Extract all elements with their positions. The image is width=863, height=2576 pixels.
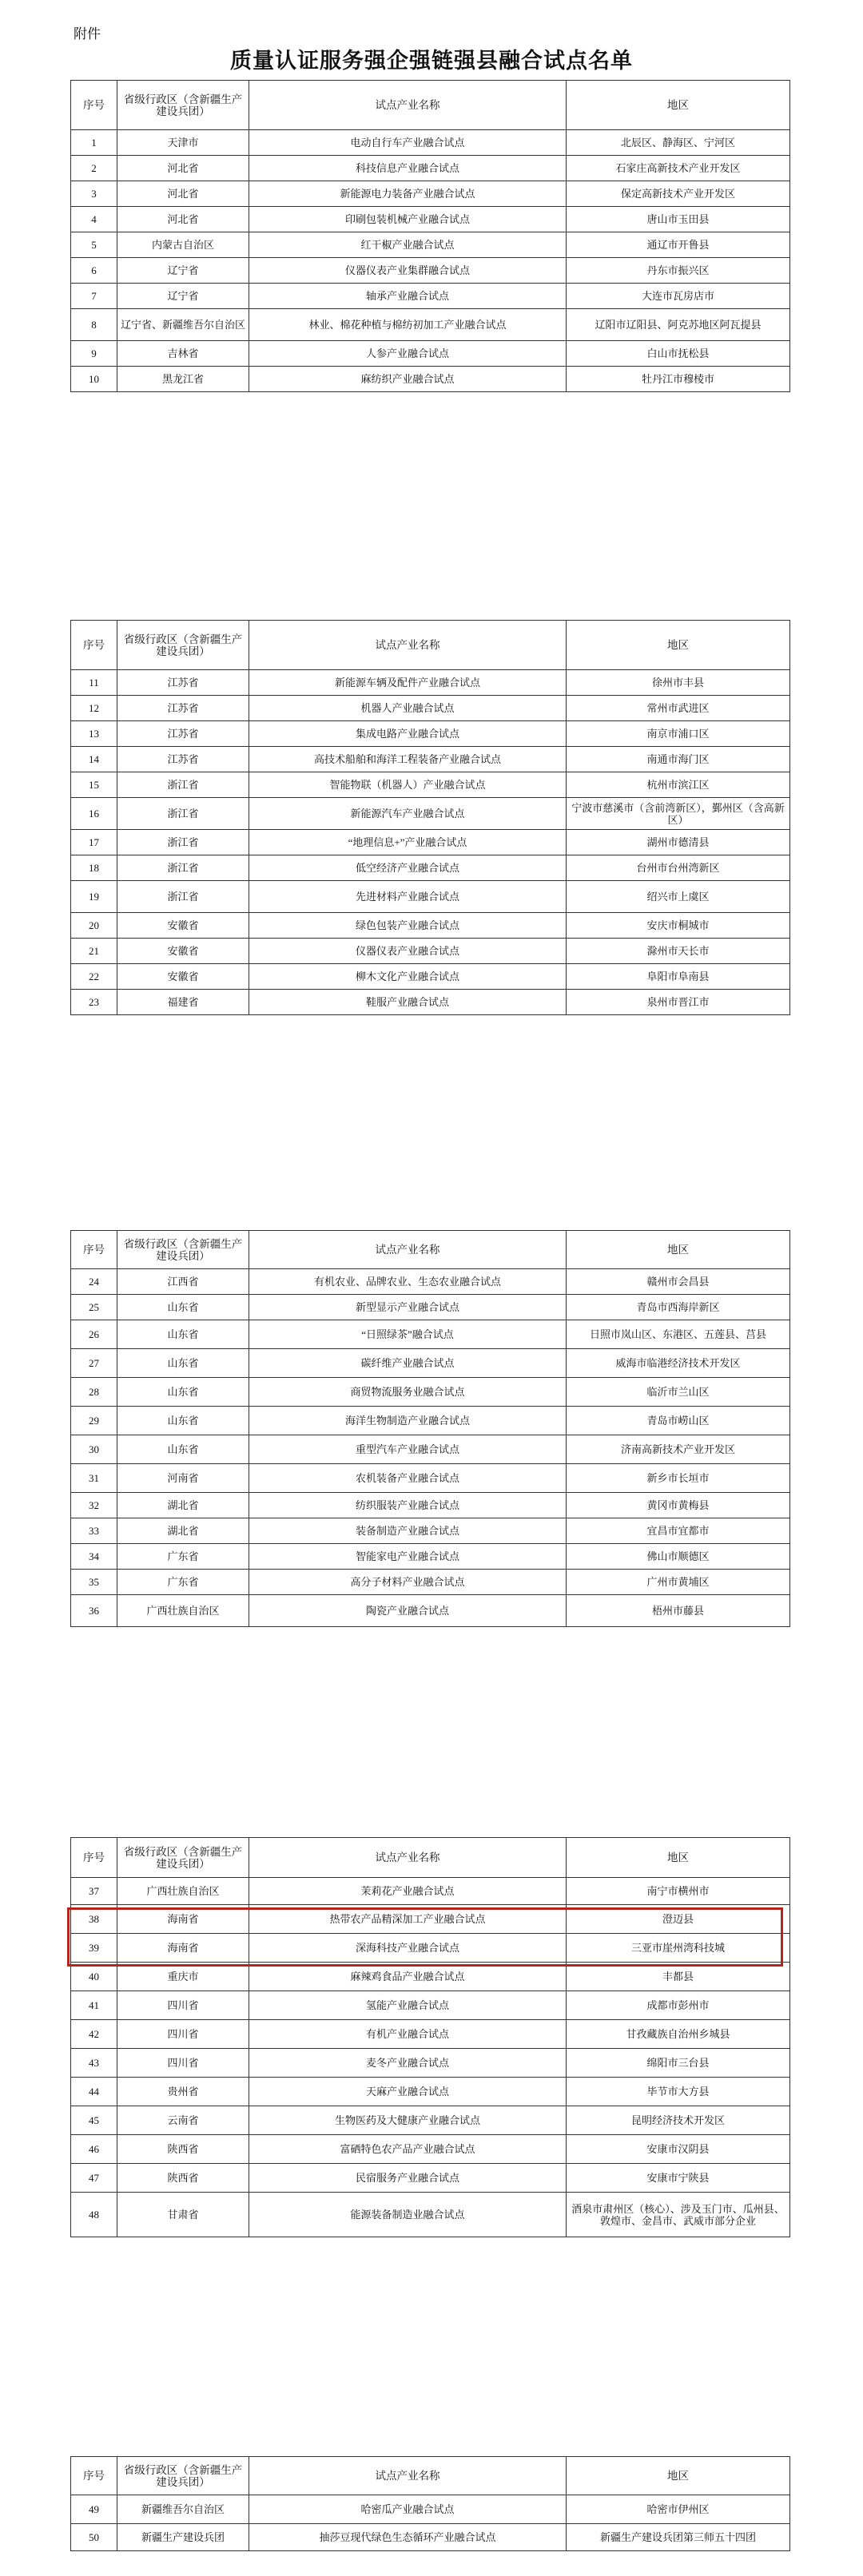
row-index: 9 xyxy=(71,341,117,367)
row-index: 2 xyxy=(71,156,117,181)
row-index: 5 xyxy=(71,232,117,258)
pilot-table-4 xyxy=(70,1837,790,2237)
row-region: 南通市海门区 xyxy=(567,747,790,772)
row-province: 浙江省 xyxy=(117,798,249,830)
row-industry: 智能物联（机器人）产业融合试点 xyxy=(249,772,567,798)
row-industry: 麻辣鸡食品产业融合试点 xyxy=(249,1963,567,1991)
table-row xyxy=(71,964,790,990)
row-index: 27 xyxy=(71,1349,117,1378)
row-region: 台州市台州湾新区 xyxy=(567,855,790,881)
header-region: 地区 xyxy=(567,1838,790,1878)
row-province: 江苏省 xyxy=(117,670,249,696)
table-row xyxy=(71,696,790,721)
table-row xyxy=(71,1544,790,1570)
row-region: 青岛市崂山区 xyxy=(567,1407,790,1435)
row-region: 昆明经济技术开发区 xyxy=(567,2106,790,2135)
row-province: 河北省 xyxy=(117,207,249,232)
row-industry: “地理信息+”产业融合试点 xyxy=(249,830,567,855)
table-header-row xyxy=(71,81,790,130)
row-industry: 麻纺织产业融合试点 xyxy=(249,367,567,392)
row-province: 广西壮族自治区 xyxy=(117,1878,249,1905)
table-row xyxy=(71,1595,790,1627)
row-region: 辽阳市辽阳县、阿克苏地区阿瓦提县 xyxy=(567,309,790,341)
row-region: 梧州市藤县 xyxy=(567,1595,790,1627)
row-industry: 智能家电产业融合试点 xyxy=(249,1544,567,1570)
table-row xyxy=(71,939,790,964)
row-province: 贵州省 xyxy=(117,2078,249,2106)
row-index: 14 xyxy=(71,747,117,772)
table-row xyxy=(71,772,790,798)
row-province: 天津市 xyxy=(117,130,249,156)
table-row xyxy=(71,881,790,913)
attachment-label: 附件 xyxy=(74,26,101,42)
row-region: 通辽市开鲁县 xyxy=(567,232,790,258)
row-industry: 新能源汽车产业融合试点 xyxy=(249,798,567,830)
row-province: 辽宁省 xyxy=(117,284,249,309)
header-province: 省级行政区（含新疆生产建设兵团） xyxy=(117,81,249,130)
row-index: 6 xyxy=(71,258,117,284)
table-row xyxy=(71,232,790,258)
row-industry: 哈密瓜产业融合试点 xyxy=(249,2495,567,2524)
row-region: 保定高新技术产业开发区 xyxy=(567,181,790,207)
row-index: 18 xyxy=(71,855,117,881)
row-industry: 富硒特色农产品产业融合试点 xyxy=(249,2135,567,2164)
row-index: 11 xyxy=(71,670,117,696)
table-row xyxy=(71,1349,790,1378)
row-region: 滁州市天长市 xyxy=(567,939,790,964)
row-industry: 绿色包装产业融合试点 xyxy=(249,913,567,939)
header-industry: 试点产业名称 xyxy=(249,1231,567,1269)
row-industry: 生物医药及大健康产业融合试点 xyxy=(249,2106,567,2135)
row-index: 42 xyxy=(71,2020,117,2049)
row-region: 泉州市晋江市 xyxy=(567,990,790,1015)
row-province: 四川省 xyxy=(117,2020,249,2049)
table-row xyxy=(71,130,790,156)
row-industry: 陶瓷产业融合试点 xyxy=(249,1595,567,1627)
row-industry: 氢能产业融合试点 xyxy=(249,1991,567,2020)
row-index: 22 xyxy=(71,964,117,990)
row-index: 3 xyxy=(71,181,117,207)
row-industry: 天麻产业融合试点 xyxy=(249,2078,567,2106)
row-region: 安庆市桐城市 xyxy=(567,913,790,939)
header-index: 序号 xyxy=(71,2457,117,2495)
row-province: 安徽省 xyxy=(117,913,249,939)
row-index: 31 xyxy=(71,1464,117,1493)
table-row xyxy=(71,721,790,747)
table-row xyxy=(71,1407,790,1435)
table-row xyxy=(71,670,790,696)
header-region: 地区 xyxy=(567,2457,790,2495)
row-province: 广东省 xyxy=(117,1570,249,1595)
row-province: 河南省 xyxy=(117,1464,249,1493)
row-province: 广西壮族自治区 xyxy=(117,1595,249,1627)
table-row xyxy=(71,2049,790,2078)
row-province: 江苏省 xyxy=(117,721,249,747)
row-region: 佛山市顺德区 xyxy=(567,1544,790,1570)
row-region: 酒泉市肃州区（核心）、涉及玉门市、瓜州县、敦煌市、金昌市、武威市部分企业 xyxy=(567,2193,790,2237)
row-industry: 高技术船舶和海洋工程装备产业融合试点 xyxy=(249,747,567,772)
row-region: 丰都县 xyxy=(567,1963,790,1991)
row-index: 1 xyxy=(71,130,117,156)
row-index: 47 xyxy=(71,2164,117,2193)
table-row xyxy=(71,309,790,341)
row-industry: 集成电路产业融合试点 xyxy=(249,721,567,747)
table-row xyxy=(71,1269,790,1295)
table-row xyxy=(71,207,790,232)
row-region: 黄冈市黄梅县 xyxy=(567,1493,790,1518)
table-row xyxy=(71,156,790,181)
table-row xyxy=(71,1493,790,1518)
row-region: 威海市临港经济技术开发区 xyxy=(567,1349,790,1378)
row-province: 陕西省 xyxy=(117,2135,249,2164)
table-row xyxy=(71,1991,790,2020)
table-row xyxy=(71,1378,790,1407)
row-index: 10 xyxy=(71,367,117,392)
table-row xyxy=(71,1320,790,1349)
row-industry: 红干椒产业融合试点 xyxy=(249,232,567,258)
row-region: 成都市彭州市 xyxy=(567,1991,790,2020)
row-region: 唐山市玉田县 xyxy=(567,207,790,232)
table-row xyxy=(71,855,790,881)
row-region: 北辰区、静海区、宁河区 xyxy=(567,130,790,156)
row-industry: 抽莎豆现代绿色生态循环产业融合试点 xyxy=(249,2524,567,2551)
row-industry: 装备制造产业融合试点 xyxy=(249,1518,567,1544)
row-industry: 人参产业融合试点 xyxy=(249,341,567,367)
header-industry: 试点产业名称 xyxy=(249,1838,567,1878)
row-province: 黑龙江省 xyxy=(117,367,249,392)
header-index: 序号 xyxy=(71,1838,117,1878)
row-region: 石家庄高新技术产业开发区 xyxy=(567,156,790,181)
row-industry: 新能源车辆及配件产业融合试点 xyxy=(249,670,567,696)
row-index: 34 xyxy=(71,1544,117,1570)
row-province: 海南省 xyxy=(117,1934,249,1963)
row-region: 哈密市伊州区 xyxy=(567,2495,790,2524)
header-industry: 试点产业名称 xyxy=(249,2457,567,2495)
table-row xyxy=(71,913,790,939)
row-index: 45 xyxy=(71,2106,117,2135)
row-industry: “日照绿茶”融合试点 xyxy=(249,1320,567,1349)
row-province: 陕西省 xyxy=(117,2164,249,2193)
row-region: 新疆生产建设兵团第三师五十四团 xyxy=(567,2524,790,2551)
row-province: 广东省 xyxy=(117,1544,249,1570)
table-row xyxy=(71,990,790,1015)
table-row xyxy=(71,367,790,392)
row-region: 济南高新技术产业开发区 xyxy=(567,1435,790,1464)
row-province: 甘肃省 xyxy=(117,2193,249,2237)
header-province: 省级行政区（含新疆生产建设兵团） xyxy=(117,621,249,670)
row-index: 15 xyxy=(71,772,117,798)
row-industry: 印刷包装机械产业融合试点 xyxy=(249,207,567,232)
row-index: 13 xyxy=(71,721,117,747)
row-province: 河北省 xyxy=(117,156,249,181)
row-industry: 科技信息产业融合试点 xyxy=(249,156,567,181)
row-region: 南京市浦口区 xyxy=(567,721,790,747)
row-province: 山东省 xyxy=(117,1435,249,1464)
row-index: 26 xyxy=(71,1320,117,1349)
row-index: 30 xyxy=(71,1435,117,1464)
row-index: 43 xyxy=(71,2049,117,2078)
row-index: 46 xyxy=(71,2135,117,2164)
row-index: 44 xyxy=(71,2078,117,2106)
row-industry: 纺织服装产业融合试点 xyxy=(249,1493,567,1518)
row-industry: 仪器仪表产业集群融合试点 xyxy=(249,258,567,284)
row-region: 甘孜藏族自治州乡城县 xyxy=(567,2020,790,2049)
table-row xyxy=(71,341,790,367)
row-region: 广州市黄埔区 xyxy=(567,1570,790,1595)
row-region: 大连市瓦房店市 xyxy=(567,284,790,309)
row-province: 山东省 xyxy=(117,1320,249,1349)
row-index: 25 xyxy=(71,1295,117,1320)
row-index: 41 xyxy=(71,1991,117,2020)
row-region: 阜阳市阜南县 xyxy=(567,964,790,990)
row-industry: 有机农业、品牌农业、生态农业融合试点 xyxy=(249,1269,567,1295)
row-province: 浙江省 xyxy=(117,772,249,798)
row-industry: 商贸物流服务业融合试点 xyxy=(249,1378,567,1407)
row-index: 28 xyxy=(71,1378,117,1407)
table-row xyxy=(71,258,790,284)
row-index: 29 xyxy=(71,1407,117,1435)
header-region: 地区 xyxy=(567,1231,790,1269)
row-province: 河北省 xyxy=(117,181,249,207)
row-industry: 海洋生物制造产业融合试点 xyxy=(249,1407,567,1435)
row-industry: 新型显示产业融合试点 xyxy=(249,1295,567,1320)
row-province: 云南省 xyxy=(117,2106,249,2135)
row-region: 日照市岚山区、东港区、五莲县、莒县 xyxy=(567,1320,790,1349)
row-region: 丹东市振兴区 xyxy=(567,258,790,284)
row-region: 临沂市兰山区 xyxy=(567,1378,790,1407)
row-index: 17 xyxy=(71,830,117,855)
row-industry: 轴承产业融合试点 xyxy=(249,284,567,309)
row-industry: 机器人产业融合试点 xyxy=(249,696,567,721)
row-province: 福建省 xyxy=(117,990,249,1015)
table-row xyxy=(71,1435,790,1464)
row-province: 山东省 xyxy=(117,1295,249,1320)
row-province: 山东省 xyxy=(117,1407,249,1435)
row-industry: 热带农产品精深加工产业融合试点 xyxy=(249,1905,567,1934)
row-region: 绍兴市上虞区 xyxy=(567,881,790,913)
row-province: 浙江省 xyxy=(117,855,249,881)
row-province: 湖北省 xyxy=(117,1493,249,1518)
row-region: 徐州市丰县 xyxy=(567,670,790,696)
header-region: 地区 xyxy=(567,621,790,670)
row-index: 50 xyxy=(71,2524,117,2551)
row-region: 宁波市慈溪市（含前湾新区），鄞州区（含高新区） xyxy=(567,798,790,830)
row-region: 青岛市西海岸新区 xyxy=(567,1295,790,1320)
row-industry: 重型汽车产业融合试点 xyxy=(249,1435,567,1464)
row-province: 新疆生产建设兵团 xyxy=(117,2524,249,2551)
row-region: 常州市武进区 xyxy=(567,696,790,721)
row-region: 安康市汉阴县 xyxy=(567,2135,790,2164)
header-index: 序号 xyxy=(71,1231,117,1269)
row-index: 37 xyxy=(71,1878,117,1905)
row-index: 49 xyxy=(71,2495,117,2524)
row-index: 40 xyxy=(71,1963,117,1991)
row-index: 24 xyxy=(71,1269,117,1295)
row-industry: 有机产业融合试点 xyxy=(249,2020,567,2049)
row-province: 浙江省 xyxy=(117,881,249,913)
row-province: 安徽省 xyxy=(117,964,249,990)
row-index: 21 xyxy=(71,939,117,964)
row-region: 毕节市大方县 xyxy=(567,2078,790,2106)
table-header-row xyxy=(71,621,790,670)
row-province: 浙江省 xyxy=(117,830,249,855)
row-index: 7 xyxy=(71,284,117,309)
row-industry: 民宿服务产业融合试点 xyxy=(249,2164,567,2193)
table-row xyxy=(71,1878,790,1905)
row-industry: 新能源电力装备产业融合试点 xyxy=(249,181,567,207)
row-industry: 林业、棉花种植与棉纺初加工产业融合试点 xyxy=(249,309,567,341)
row-industry: 碳纤维产业融合试点 xyxy=(249,1349,567,1378)
row-region: 湖州市德清县 xyxy=(567,830,790,855)
row-region: 赣州市会昌县 xyxy=(567,1269,790,1295)
row-industry: 能源装备制造业融合试点 xyxy=(249,2193,567,2237)
row-province: 辽宁省、新疆维吾尔自治区 xyxy=(117,309,249,341)
row-region: 南宁市横州市 xyxy=(567,1878,790,1905)
pilot-table-3 xyxy=(70,1230,790,1627)
row-index: 39 xyxy=(71,1934,117,1963)
table-header-row xyxy=(71,2457,790,2495)
row-industry: 仪器仪表产业融合试点 xyxy=(249,939,567,964)
row-province: 四川省 xyxy=(117,1991,249,2020)
table-row xyxy=(71,2135,790,2164)
row-province: 江西省 xyxy=(117,1269,249,1295)
table-row xyxy=(71,2078,790,2106)
row-province: 重庆市 xyxy=(117,1963,249,1991)
pilot-table-1 xyxy=(70,80,790,392)
row-index: 36 xyxy=(71,1595,117,1627)
row-industry: 农机装备产业融合试点 xyxy=(249,1464,567,1493)
table-row xyxy=(71,2193,790,2237)
row-region: 三亚市崖州湾科技城 xyxy=(567,1934,790,1963)
header-index: 序号 xyxy=(71,621,117,670)
row-industry: 深海科技产业融合试点 xyxy=(249,1934,567,1963)
row-index: 38 xyxy=(71,1905,117,1934)
pilot-table-2 xyxy=(70,620,790,1015)
table-row xyxy=(71,747,790,772)
row-index: 4 xyxy=(71,207,117,232)
header-region: 地区 xyxy=(567,81,790,130)
header-industry: 试点产业名称 xyxy=(249,621,567,670)
row-index: 20 xyxy=(71,913,117,939)
table-header-row xyxy=(71,1838,790,1878)
table-row xyxy=(71,2495,790,2524)
row-province: 吉林省 xyxy=(117,341,249,367)
row-industry: 柳木文化产业融合试点 xyxy=(249,964,567,990)
row-region: 宜昌市宜都市 xyxy=(567,1518,790,1544)
table-row xyxy=(71,798,790,830)
row-province: 内蒙古自治区 xyxy=(117,232,249,258)
row-province: 江苏省 xyxy=(117,747,249,772)
row-industry: 高分子材料产业融合试点 xyxy=(249,1570,567,1595)
row-index: 12 xyxy=(71,696,117,721)
row-index: 35 xyxy=(71,1570,117,1595)
table-row xyxy=(71,284,790,309)
row-province: 山东省 xyxy=(117,1378,249,1407)
header-industry: 试点产业名称 xyxy=(249,81,567,130)
table-row xyxy=(71,1518,790,1544)
row-province: 安徽省 xyxy=(117,939,249,964)
row-industry: 电动自行车产业融合试点 xyxy=(249,130,567,156)
row-province: 新疆维吾尔自治区 xyxy=(117,2495,249,2524)
document-title: 质量认证服务强企强链强县融合试点名单 xyxy=(230,49,633,73)
table-row xyxy=(71,2164,790,2193)
row-province: 山东省 xyxy=(117,1349,249,1378)
row-index: 8 xyxy=(71,309,117,341)
table-row xyxy=(71,1464,790,1493)
table-row xyxy=(71,2020,790,2049)
row-index: 32 xyxy=(71,1493,117,1518)
pilot-table-5 xyxy=(70,2456,790,2551)
row-province: 湖北省 xyxy=(117,1518,249,1544)
row-province: 江苏省 xyxy=(117,696,249,721)
table-row xyxy=(71,830,790,855)
table-row xyxy=(71,181,790,207)
row-index: 33 xyxy=(71,1518,117,1544)
row-province: 四川省 xyxy=(117,2049,249,2078)
header-province: 省级行政区（含新疆生产建设兵团） xyxy=(117,2457,249,2495)
row-region: 牡丹江市穆棱市 xyxy=(567,367,790,392)
table-row xyxy=(71,1570,790,1595)
row-industry: 低空经济产业融合试点 xyxy=(249,855,567,881)
row-region: 安康市宁陕县 xyxy=(567,2164,790,2193)
table-header-row xyxy=(71,1231,790,1269)
row-province: 海南省 xyxy=(117,1905,249,1934)
header-province: 省级行政区（含新疆生产建设兵团） xyxy=(117,1838,249,1878)
header-province: 省级行政区（含新疆生产建设兵团） xyxy=(117,1231,249,1269)
row-region: 澄迈县 xyxy=(567,1905,790,1934)
row-industry: 鞋服产业融合试点 xyxy=(249,990,567,1015)
header-index: 序号 xyxy=(71,81,117,130)
row-index: 19 xyxy=(71,881,117,913)
table-row xyxy=(71,2524,790,2551)
row-index: 23 xyxy=(71,990,117,1015)
row-region: 新乡市长垣市 xyxy=(567,1464,790,1493)
row-index: 16 xyxy=(71,798,117,830)
table-row xyxy=(71,2106,790,2135)
row-index: 48 xyxy=(71,2193,117,2237)
row-industry: 茉莉花产业融合试点 xyxy=(249,1878,567,1905)
highlight-box xyxy=(67,1907,783,1967)
row-province: 辽宁省 xyxy=(117,258,249,284)
row-region: 绵阳市三台县 xyxy=(567,2049,790,2078)
row-region: 杭州市滨江区 xyxy=(567,772,790,798)
row-region: 白山市抚松县 xyxy=(567,341,790,367)
row-industry: 麦冬产业融合试点 xyxy=(249,2049,567,2078)
row-industry: 先进材料产业融合试点 xyxy=(249,881,567,913)
table-row xyxy=(71,1295,790,1320)
